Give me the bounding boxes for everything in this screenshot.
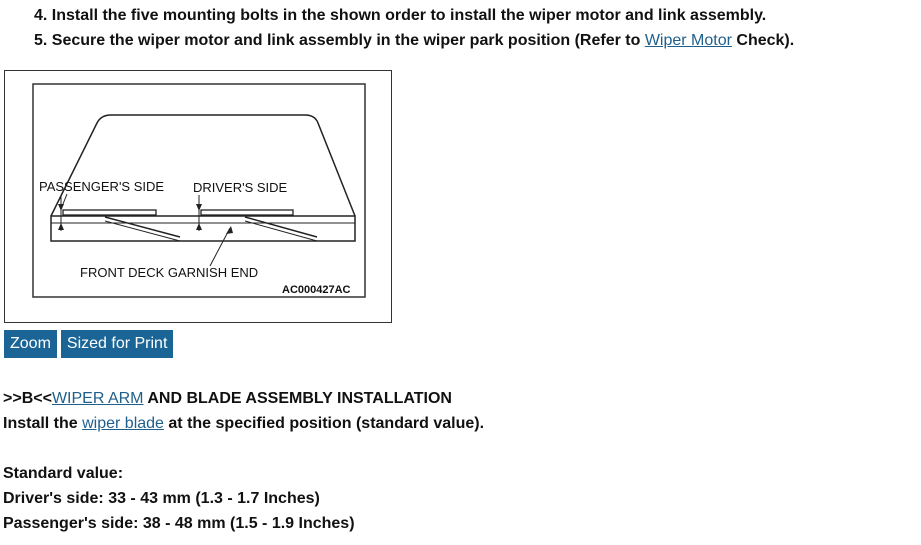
passenger-side-value: Passenger's side: 38 - 48 mm (1.5 - 1.9 Inches)	[3, 515, 355, 532]
driver-wiper-arm-edge	[245, 221, 317, 241]
driver-dimension-arrow-bottom	[196, 223, 202, 230]
instruction-steps	[34, 3, 794, 53]
step-4	[34, 3, 794, 28]
passenger-wiper-arm-edge	[105, 221, 180, 241]
windshield-outline	[51, 115, 355, 216]
sized-for-print-button[interactable]: Sized for Print	[61, 330, 173, 358]
wiper-motor-link[interactable]: Wiper Motor	[644, 32, 732, 49]
passenger-leader-line	[61, 194, 67, 209]
figure-buttons	[4, 330, 173, 358]
driver-side-value: Driver's side: 33 - 43 mm (1.3 - 1.7 Inches)	[3, 490, 320, 507]
install-suffix: at the specified position (standard value).	[163, 415, 485, 432]
install-prefix: Install the	[3, 415, 83, 432]
passenger-dimension-arrow-bottom	[58, 223, 64, 230]
section-prefix: >>B<<	[3, 390, 52, 407]
standard-value-label: Standard value:	[3, 465, 124, 482]
step-5-prefix: 5. Secure the wiper motor and link assembly in the wiper park position (Refer to	[34, 32, 645, 49]
passenger-wiper-arm	[105, 217, 180, 237]
section-heading-suffix: AND BLADE ASSEMBLY INSTALLATION	[143, 390, 452, 407]
wiper-blade-link[interactable]: wiper blade	[82, 415, 164, 432]
garnish-leader-arrow	[226, 226, 233, 234]
passenger-wiper-blade	[63, 210, 156, 215]
zoom-button[interactable]: Zoom	[4, 330, 57, 358]
installation-section	[3, 386, 484, 536]
wiper-diagram	[5, 71, 391, 322]
section-heading	[3, 386, 484, 411]
passenger-side-label: PASSENGER'S SIDE	[39, 179, 165, 194]
step-4-text: 4. Install the five mounting bolts in the shown order to install the wiper motor and link assembly.	[34, 7, 767, 24]
figure-code-label: AC000427AC	[282, 284, 351, 296]
driver-wiper-arm	[245, 217, 317, 237]
front-deck-garnish-label: FRONT DECK GARNISH END	[80, 265, 259, 280]
step-5-suffix: Check).	[731, 32, 795, 49]
step-5	[34, 28, 794, 53]
install-instruction	[3, 411, 484, 436]
spacer	[3, 436, 484, 461]
wiper-position-figure	[4, 70, 392, 323]
driver-wiper-blade	[201, 210, 293, 215]
driver-side-label: DRIVER'S SIDE	[193, 180, 288, 195]
wiper-arm-link[interactable]: WIPER ARM	[51, 390, 144, 407]
front-deck-garnish	[51, 216, 355, 241]
